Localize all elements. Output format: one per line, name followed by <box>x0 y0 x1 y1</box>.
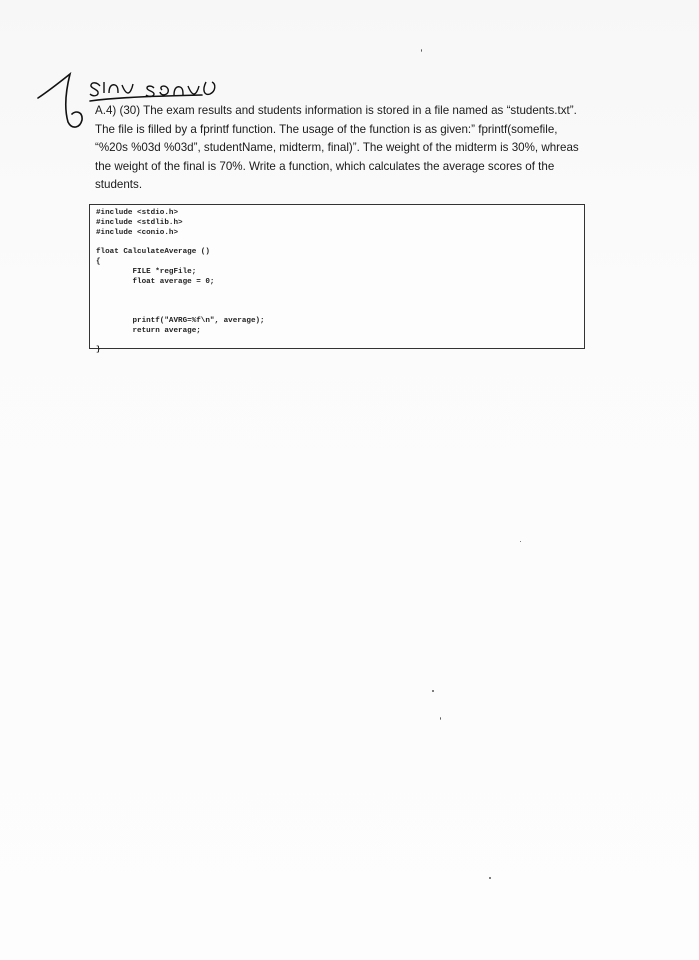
code-line: float CalculateAverage () <box>96 248 210 257</box>
code-line <box>96 297 265 307</box>
code-line <box>96 336 265 346</box>
question-text: A.4) (30) The exam results and students information is stored in a file named as “students.txt”. The file is filled by a fprintf function. The usage of the function is as given:” fprintf(somefile, “%20s %03d %03d”, studentName, midterm, final)”. The weight of the midterm is 30%, whreas the weight of the final is 70%. Write a function, which calculates the average scores of the students. <box>95 104 579 192</box>
code-line: } <box>96 346 101 355</box>
scan-speck <box>421 49 422 52</box>
scan-speck <box>489 877 491 879</box>
code-line: float average = 0; <box>96 277 215 286</box>
code-line <box>96 287 265 297</box>
code-line: #include <stdlib.h> <box>96 218 183 227</box>
scan-speck <box>520 541 521 542</box>
code-line: printf("AVRG=%f\n", average); <box>96 316 265 325</box>
scan-speck <box>432 690 434 692</box>
code-listing <box>96 209 265 356</box>
scan-speck <box>440 717 441 720</box>
code-line: return average; <box>96 326 201 335</box>
code-listing-box <box>89 204 585 355</box>
code-line: FILE *regFile; <box>96 267 197 276</box>
code-line: { <box>96 257 101 266</box>
code-line: #include <conio.h> <box>96 228 179 237</box>
code-line <box>96 307 265 317</box>
code-line: #include <stdio.h> <box>96 209 179 217</box>
code-line <box>96 238 265 248</box>
